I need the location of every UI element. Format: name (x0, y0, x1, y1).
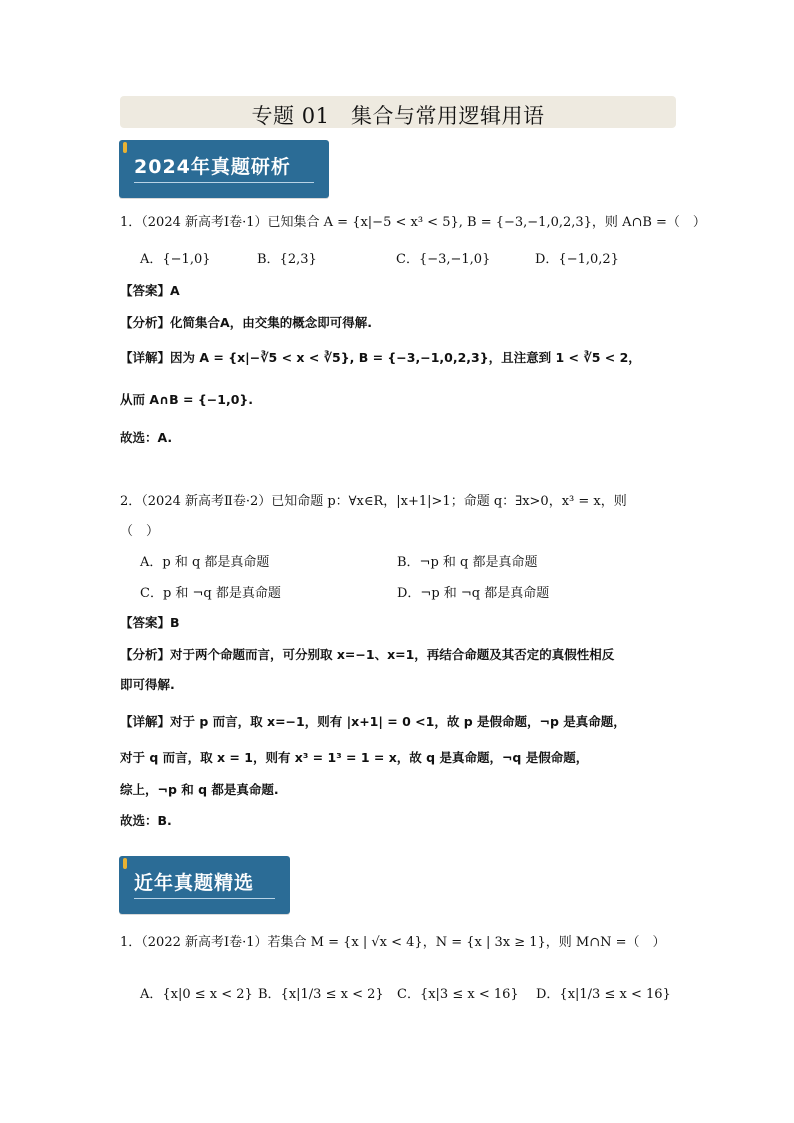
detail-summary: 综上，¬p 和 q 都是真命题. (120, 782, 279, 797)
option-a: A．{−1,0} (140, 252, 211, 267)
analysis-text: 对于两个命题而言，可分别取 x=−1、x=1，再结合命题及其否定的真假性相反 (170, 647, 615, 662)
page-title: 专题 01 集合与常用逻辑用语 (120, 96, 676, 128)
question-stem: 2．（2024 新高考Ⅱ卷·2）已知命题 p：∀x∈R，|x+1|>1；命题 q：∃x>0，x³ = x，则 (120, 494, 627, 509)
detail-row (120, 348, 641, 366)
conclusion: 故选：A. (120, 430, 173, 445)
option-c: C．p 和 ¬q 都是真命题 (140, 586, 281, 601)
option-a: A．{x|0 ≤ x < 2} (140, 987, 253, 1002)
question-stem-continued: （ ） (120, 524, 160, 539)
analysis-tag: 【分析】 (120, 315, 171, 330)
option-b: B．¬p 和 q 都是真命题 (397, 555, 538, 570)
analysis-continued: 即可得解. (120, 677, 175, 692)
answer-value: A (170, 283, 180, 298)
option-c: C．{−3,−1,0} (396, 252, 491, 267)
detail-continued: 从而 A∩B = {−1,0}. (120, 392, 254, 407)
question-stem: 1．（2022 新高考Ⅰ卷·1）若集合 M = {x | √x < 4}，N = {x | 3x ≥ 1}，则 M∩N =（ ） (120, 935, 666, 950)
banner-pin-icon (123, 142, 127, 153)
detail-text: 因为 A = {x|−∛5 < x < ∛5}, B = {−3,−1,0,2,3}，且注意到 1 < ∛5 < 2， (170, 350, 641, 365)
question-stem: 1．（2024 新高考Ⅰ卷·1）已知集合 A = {x|−5 < x³ < 5}, B = {−3,−1,0,2,3}，则 A∩B =（ ） (120, 215, 706, 230)
answer-tag: 【答案】 (120, 283, 171, 298)
detail-tag: 【详解】 (120, 714, 171, 729)
analysis-row (120, 313, 372, 331)
analysis-text: 化简集合A，由交集的概念即可得解. (170, 315, 372, 330)
detail-continued: 对于 q 而言，取 x = 1，则有 x³ = 1³ = 1 = x，故 q 是真命题，¬q 是假命题， (120, 750, 589, 765)
answer-row (120, 613, 180, 631)
answer-row (120, 281, 180, 299)
option-c: C．{x|3 ≤ x < 16} (397, 987, 519, 1002)
option-d: D．¬p 和 ¬q 都是真命题 (397, 586, 550, 601)
conclusion: 故选：B. (120, 813, 172, 828)
banner-pin-icon (123, 858, 127, 869)
section-title: 2024年真题研析 (134, 152, 314, 183)
section-banner-2024 (119, 140, 329, 198)
option-b: B．{x|1/3 ≤ x < 2} (258, 987, 384, 1002)
answer-value: B (170, 615, 180, 630)
analysis-row (120, 645, 614, 663)
option-d: D．{−1,0,2} (535, 252, 619, 267)
option-d: D．{x|1/3 ≤ x < 16} (536, 987, 671, 1002)
detail-text: 对于 p 而言，取 x=−1，则有 |x+1| = 0 <1，故 p 是假命题，¬p 是真命题， (170, 714, 626, 729)
detail-row (120, 712, 626, 730)
option-a: A．p 和 q 都是真命题 (140, 555, 270, 570)
section-banner-recent (119, 856, 290, 914)
option-b: B．{2,3} (257, 252, 317, 267)
detail-tag: 【详解】 (120, 350, 171, 365)
section-title: 近年真题精选 (134, 868, 275, 899)
answer-tag: 【答案】 (120, 615, 171, 630)
analysis-tag: 【分析】 (120, 647, 171, 662)
